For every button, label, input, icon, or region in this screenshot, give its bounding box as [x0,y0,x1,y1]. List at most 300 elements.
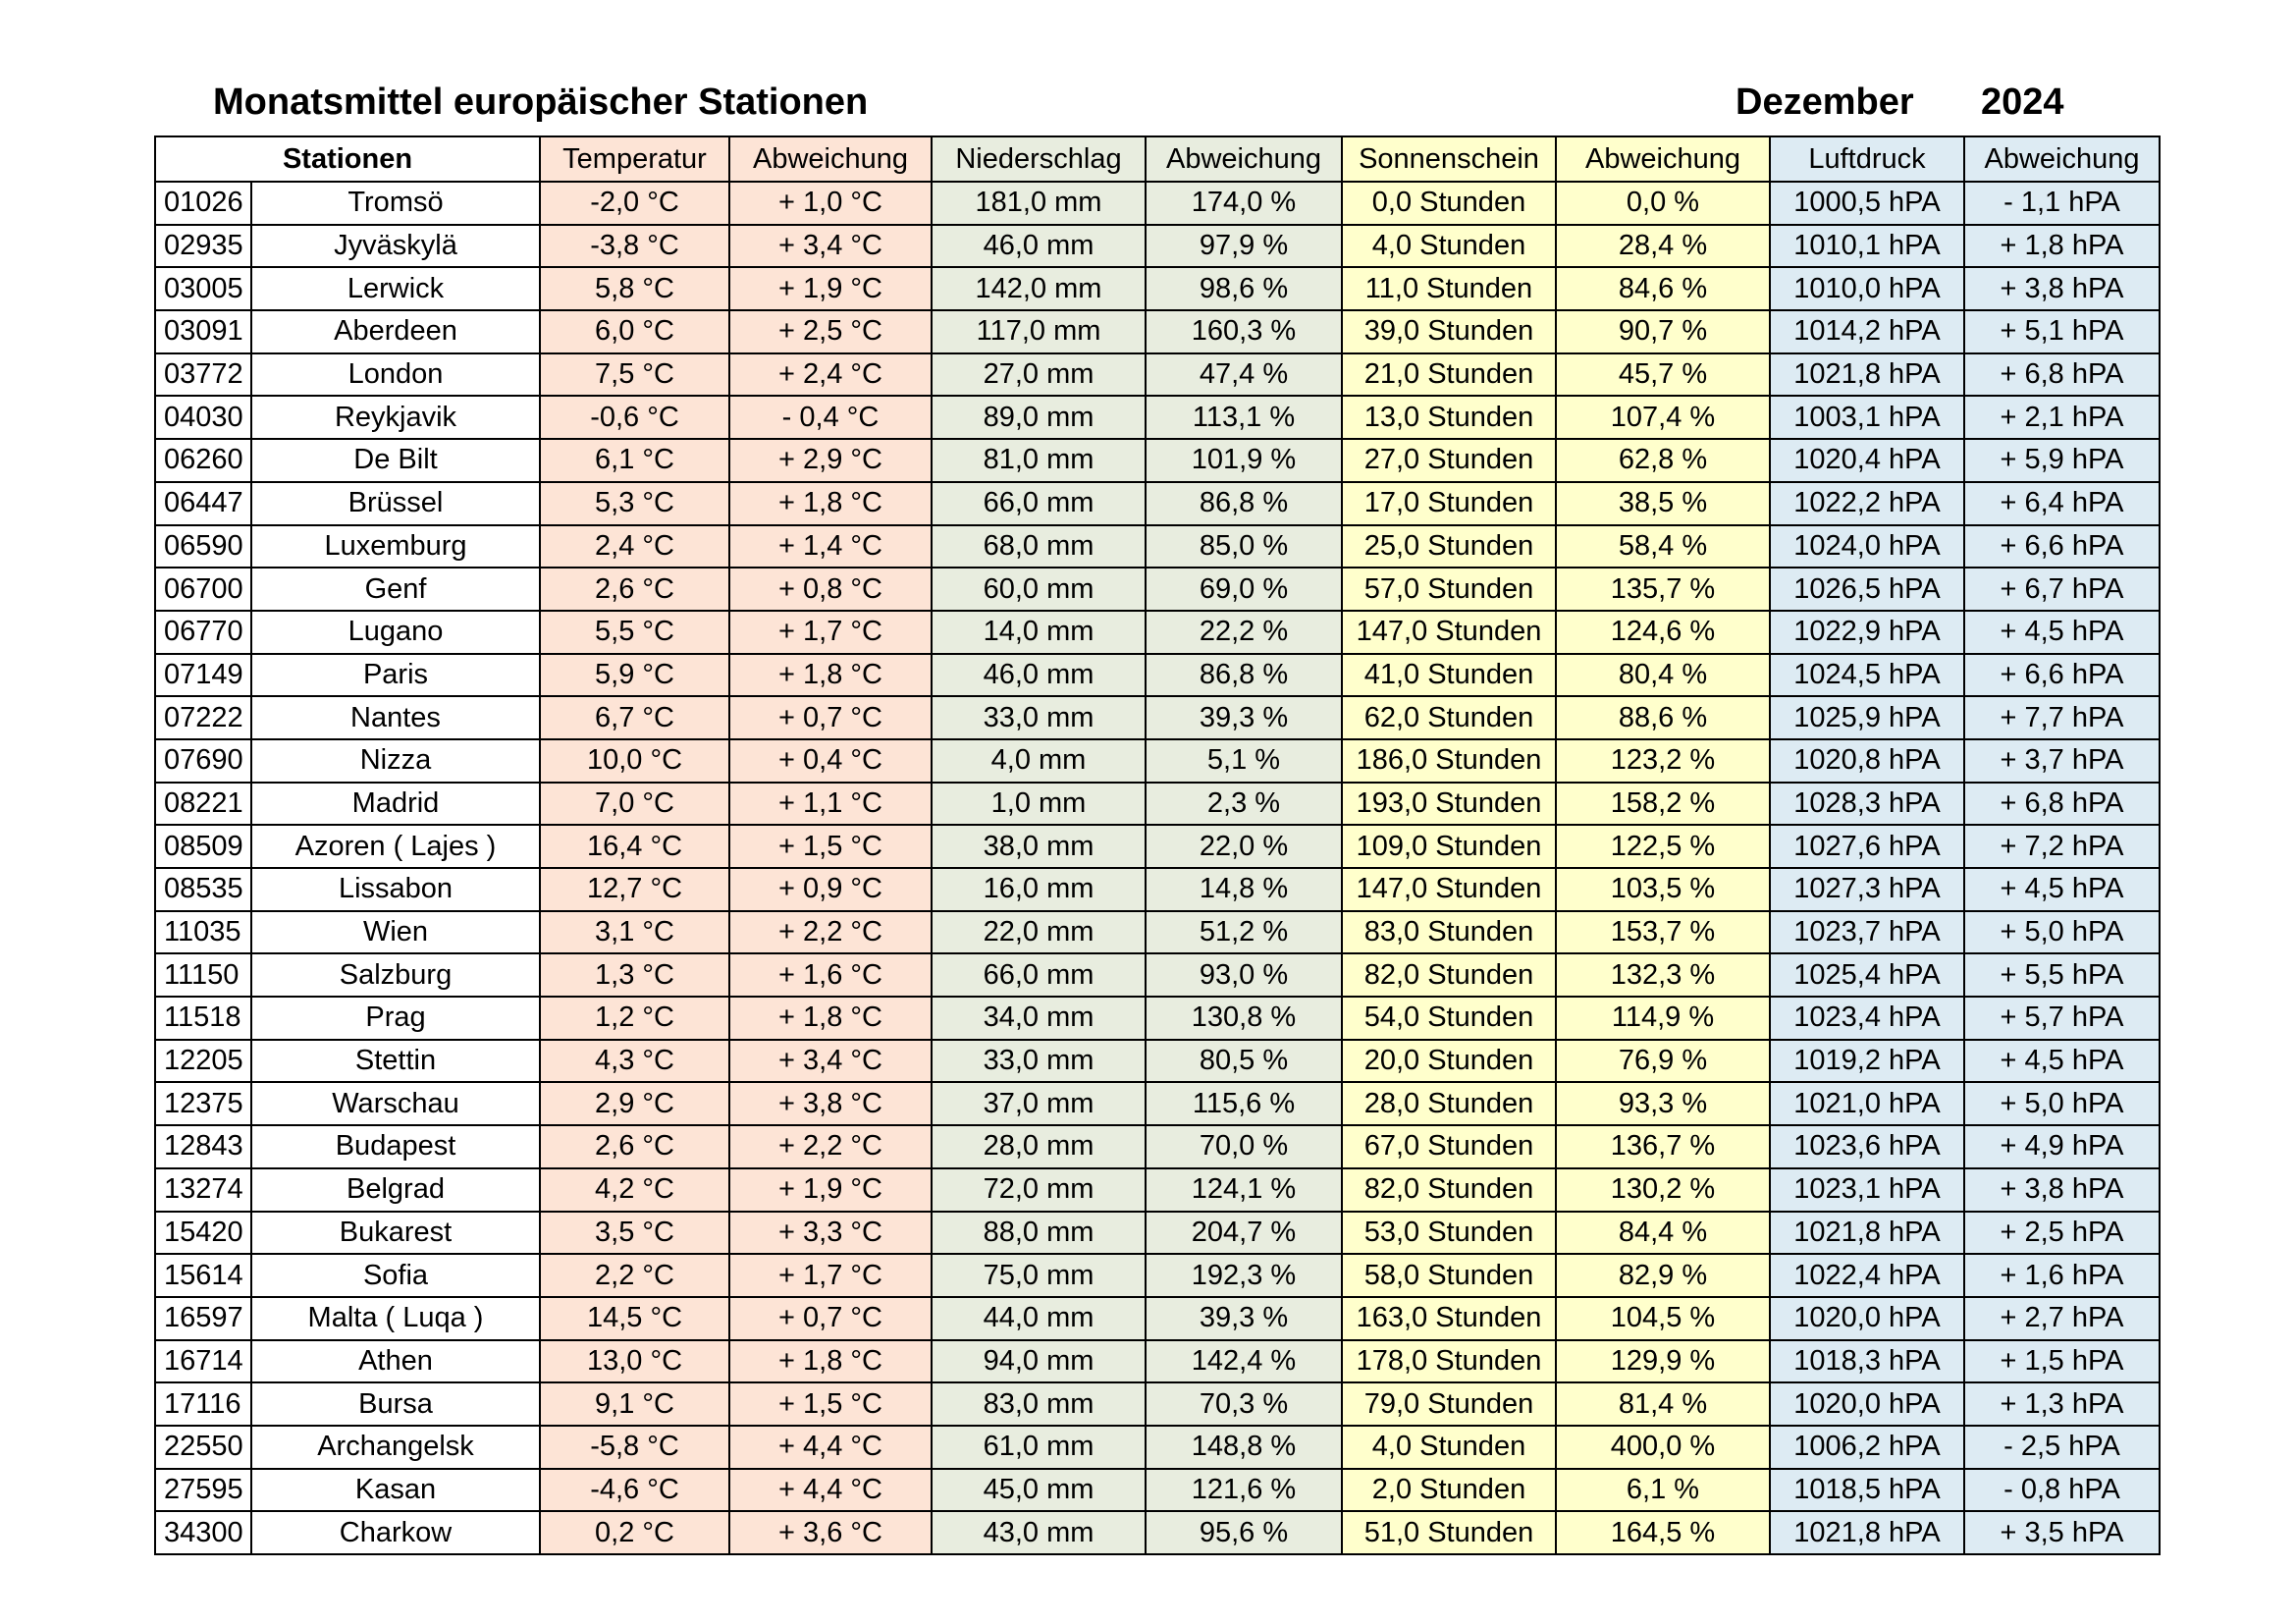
station-name: Warschau [251,1082,540,1125]
pressure-value: 1014,2 hPA [1770,310,1964,353]
precipitation-value: 43,0 mm [932,1511,1146,1554]
temperature-deviation-value: + 3,4 °C [729,225,932,268]
temperature-deviation-value: + 1,7 °C [729,611,932,654]
sunshine-deviation-value: 84,6 % [1556,267,1770,310]
temperature-deviation-value: + 3,3 °C [729,1212,932,1255]
precipitation-deviation-value: 115,6 % [1146,1082,1342,1125]
station-name: Luxemburg [251,525,540,568]
station-id: 17116 [155,1382,251,1426]
sunshine-value: 147,0 Stunden [1342,868,1556,911]
sunshine-value: 67,0 Stunden [1342,1125,1556,1168]
station-id: 03005 [155,267,251,310]
precipitation-value: 33,0 mm [932,696,1146,739]
precipitation-value: 89,0 mm [932,396,1146,439]
sunshine-value: 11,0 Stunden [1342,267,1556,310]
table-row [155,783,2160,826]
pressure-deviation-value: + 7,7 hPA [1964,696,2160,739]
sunshine-deviation-value: 38,5 % [1556,482,1770,525]
precipitation-value: 66,0 mm [932,482,1146,525]
pressure-deviation-value: + 5,1 hPA [1964,310,2160,353]
temperature-value: 4,2 °C [540,1168,729,1212]
precipitation-deviation-value: 148,8 % [1146,1426,1342,1469]
sunshine-deviation-value: 132,3 % [1556,953,1770,997]
sunshine-value: 53,0 Stunden [1342,1212,1556,1255]
temperature-deviation-value: + 0,4 °C [729,739,932,783]
pressure-deviation-value: + 4,5 hPA [1964,868,2160,911]
sunshine-deviation-value: 104,5 % [1556,1297,1770,1340]
station-name: Wien [251,911,540,954]
temperature-value: 1,2 °C [540,997,729,1040]
precipitation-value: 27,0 mm [932,353,1146,397]
temperature-deviation-value: + 1,8 °C [729,482,932,525]
sunshine-deviation-value: 135,7 % [1556,568,1770,611]
precipitation-value: 22,0 mm [932,911,1146,954]
sunshine-deviation-value: 62,8 % [1556,439,1770,482]
pressure-value: 1010,1 hPA [1770,225,1964,268]
precipitation-deviation-value: 70,0 % [1146,1125,1342,1168]
precipitation-deviation-value: 2,3 % [1146,783,1342,826]
table-row [155,1168,2160,1212]
sunshine-deviation-value: 164,5 % [1556,1511,1770,1554]
temperature-value: 5,5 °C [540,611,729,654]
sunshine-value: 39,0 Stunden [1342,310,1556,353]
station-id: 27595 [155,1469,251,1512]
pressure-deviation-value: + 4,5 hPA [1964,1040,2160,1083]
temperature-deviation-value: + 0,8 °C [729,568,932,611]
pressure-value: 1019,2 hPA [1770,1040,1964,1083]
station-id: 16597 [155,1297,251,1340]
precipitation-value: 16,0 mm [932,868,1146,911]
station-name: Madrid [251,783,540,826]
station-id: 11035 [155,911,251,954]
temperature-value: 2,6 °C [540,568,729,611]
table-row [155,182,2160,225]
temperature-value: -0,6 °C [540,396,729,439]
precipitation-value: 142,0 mm [932,267,1146,310]
temperature-deviation-value: + 2,2 °C [729,1125,932,1168]
pressure-value: 1025,9 hPA [1770,696,1964,739]
sunshine-deviation-value: 93,3 % [1556,1082,1770,1125]
temperature-deviation-value: + 1,8 °C [729,1340,932,1383]
precipitation-value: 88,0 mm [932,1212,1146,1255]
station-name: Jyväskylä [251,225,540,268]
station-id: 07149 [155,654,251,697]
station-name: Paris [251,654,540,697]
table-row [155,997,2160,1040]
temperature-value: 7,0 °C [540,783,729,826]
temperature-deviation-value: + 2,5 °C [729,310,932,353]
table-body [155,182,2160,1554]
table-row [155,739,2160,783]
precipitation-deviation-value: 47,4 % [1146,353,1342,397]
pressure-deviation-value: + 6,6 hPA [1964,525,2160,568]
station-id: 08535 [155,868,251,911]
pressure-value: 1024,0 hPA [1770,525,1964,568]
pressure-deviation-value: + 5,0 hPA [1964,911,2160,954]
station-name: Aberdeen [251,310,540,353]
sunshine-value: 58,0 Stunden [1342,1254,1556,1297]
pressure-value: 1020,0 hPA [1770,1297,1964,1340]
precipitation-deviation-value: 14,8 % [1146,868,1342,911]
pressure-value: 1010,0 hPA [1770,267,1964,310]
temperature-value: 3,1 °C [540,911,729,954]
station-name: Kasan [251,1469,540,1512]
station-name: Reykjavik [251,396,540,439]
table-row [155,825,2160,868]
sunshine-value: 0,0 Stunden [1342,182,1556,225]
precipitation-value: 117,0 mm [932,310,1146,353]
station-name: Budapest [251,1125,540,1168]
pressure-deviation-value: + 7,2 hPA [1964,825,2160,868]
temperature-value: 6,7 °C [540,696,729,739]
temperature-deviation-value: + 1,5 °C [729,1382,932,1426]
station-id: 07222 [155,696,251,739]
station-name: Archangelsk [251,1426,540,1469]
temperature-deviation-value: + 4,4 °C [729,1469,932,1512]
sunshine-deviation-value: 123,2 % [1556,739,1770,783]
pressure-value: 1022,4 hPA [1770,1254,1964,1297]
temperature-deviation-value: + 1,5 °C [729,825,932,868]
pressure-value: 1023,7 hPA [1770,911,1964,954]
temperature-value: 2,4 °C [540,525,729,568]
temperature-value: 5,3 °C [540,482,729,525]
temperature-deviation-value: + 0,7 °C [729,1297,932,1340]
table-header-row [155,136,2160,182]
table-row [155,1426,2160,1469]
pressure-value: 1018,3 hPA [1770,1340,1964,1383]
station-id: 11150 [155,953,251,997]
station-id: 15420 [155,1212,251,1255]
table-row [155,1382,2160,1426]
pressure-value: 1027,3 hPA [1770,868,1964,911]
sunshine-deviation-value: 400,0 % [1556,1426,1770,1469]
pressure-deviation-value: + 6,8 hPA [1964,353,2160,397]
header-temperature: Temperatur [540,136,729,182]
sunshine-deviation-value: 158,2 % [1556,783,1770,826]
station-id: 03091 [155,310,251,353]
station-name: Sofia [251,1254,540,1297]
station-id: 06770 [155,611,251,654]
precipitation-value: 72,0 mm [932,1168,1146,1212]
station-name: Genf [251,568,540,611]
pressure-deviation-value: - 2,5 hPA [1964,1426,2160,1469]
precipitation-deviation-value: 86,8 % [1146,654,1342,697]
station-name: Lissabon [251,868,540,911]
sunshine-value: 25,0 Stunden [1342,525,1556,568]
header-stations: Stationen [155,136,540,182]
temperature-value: 1,3 °C [540,953,729,997]
sunshine-deviation-value: 0,0 % [1556,182,1770,225]
pressure-deviation-value: + 3,5 hPA [1964,1511,2160,1554]
station-id: 08509 [155,825,251,868]
temperature-deviation-value: + 1,8 °C [729,654,932,697]
station-name: Athen [251,1340,540,1383]
station-name: Lugano [251,611,540,654]
header-sunshine-deviation: Abweichung [1556,136,1770,182]
sunshine-value: 28,0 Stunden [1342,1082,1556,1125]
pressure-value: 1020,0 hPA [1770,1382,1964,1426]
precipitation-deviation-value: 80,5 % [1146,1040,1342,1083]
temperature-value: -4,6 °C [540,1469,729,1512]
sunshine-deviation-value: 129,9 % [1556,1340,1770,1383]
station-id: 12843 [155,1125,251,1168]
sunshine-value: 178,0 Stunden [1342,1340,1556,1383]
temperature-deviation-value: + 3,4 °C [729,1040,932,1083]
table-row [155,525,2160,568]
station-id: 15614 [155,1254,251,1297]
precipitation-deviation-value: 22,2 % [1146,611,1342,654]
sunshine-value: 163,0 Stunden [1342,1297,1556,1340]
temperature-deviation-value: + 2,4 °C [729,353,932,397]
sunshine-deviation-value: 82,9 % [1556,1254,1770,1297]
temperature-value: 6,0 °C [540,310,729,353]
pressure-value: 1028,3 hPA [1770,783,1964,826]
station-name: Azoren ( Lajes ) [251,825,540,868]
table-row [155,953,2160,997]
table-row [155,1340,2160,1383]
station-name: Salzburg [251,953,540,997]
table-row [155,1040,2160,1083]
station-id: 06260 [155,439,251,482]
precipitation-value: 37,0 mm [932,1082,1146,1125]
precipitation-deviation-value: 174,0 % [1146,182,1342,225]
station-name: Bukarest [251,1212,540,1255]
precipitation-deviation-value: 142,4 % [1146,1340,1342,1383]
table-row [155,482,2160,525]
pressure-value: 1020,4 hPA [1770,439,1964,482]
sunshine-deviation-value: 130,2 % [1556,1168,1770,1212]
table-row [155,868,2160,911]
sunshine-value: 82,0 Stunden [1342,1168,1556,1212]
table-row [155,225,2160,268]
pressure-value: 1022,2 hPA [1770,482,1964,525]
precipitation-deviation-value: 69,0 % [1146,568,1342,611]
pressure-value: 1003,1 hPA [1770,396,1964,439]
temperature-value: 0,2 °C [540,1511,729,1554]
precipitation-value: 14,0 mm [932,611,1146,654]
sunshine-deviation-value: 76,9 % [1556,1040,1770,1083]
temperature-deviation-value: + 1,6 °C [729,953,932,997]
station-name: London [251,353,540,397]
header-precipitation-deviation: Abweichung [1146,136,1342,182]
temperature-value: 2,9 °C [540,1082,729,1125]
sunshine-value: 83,0 Stunden [1342,911,1556,954]
pressure-deviation-value: + 6,4 hPA [1964,482,2160,525]
station-table [154,135,2161,1555]
precipitation-deviation-value: 98,6 % [1146,267,1342,310]
temperature-value: -2,0 °C [540,182,729,225]
precipitation-value: 83,0 mm [932,1382,1146,1426]
temperature-value: 6,1 °C [540,439,729,482]
temperature-deviation-value: + 0,7 °C [729,696,932,739]
temperature-deviation-value: + 1,1 °C [729,783,932,826]
temperature-deviation-value: + 1,4 °C [729,525,932,568]
sunshine-deviation-value: 80,4 % [1556,654,1770,697]
station-id: 34300 [155,1511,251,1554]
station-name: Prag [251,997,540,1040]
precipitation-deviation-value: 204,7 % [1146,1212,1342,1255]
precipitation-value: 60,0 mm [932,568,1146,611]
pressure-deviation-value: - 1,1 hPA [1964,182,2160,225]
table-row [155,1469,2160,1512]
precipitation-deviation-value: 97,9 % [1146,225,1342,268]
precipitation-value: 46,0 mm [932,654,1146,697]
pressure-value: 1024,5 hPA [1770,654,1964,697]
temperature-value: 13,0 °C [540,1340,729,1383]
sunshine-value: 21,0 Stunden [1342,353,1556,397]
station-name: Nantes [251,696,540,739]
temperature-deviation-value: + 1,9 °C [729,1168,932,1212]
precipitation-value: 68,0 mm [932,525,1146,568]
temperature-deviation-value: - 0,4 °C [729,396,932,439]
temperature-value: 10,0 °C [540,739,729,783]
precipitation-value: 34,0 mm [932,997,1146,1040]
precipitation-value: 61,0 mm [932,1426,1146,1469]
station-id: 06447 [155,482,251,525]
pressure-deviation-value: + 5,0 hPA [1964,1082,2160,1125]
precipitation-value: 75,0 mm [932,1254,1146,1297]
station-name: Brüssel [251,482,540,525]
pressure-value: 1022,9 hPA [1770,611,1964,654]
pressure-value: 1020,8 hPA [1770,739,1964,783]
temperature-value: 5,8 °C [540,267,729,310]
station-id: 03772 [155,353,251,397]
pressure-deviation-value: + 4,9 hPA [1964,1125,2160,1168]
pressure-deviation-value: - 0,8 hPA [1964,1469,2160,1512]
page-title: Monatsmittel europäischer Stationen [213,81,869,123]
sunshine-value: 4,0 Stunden [1342,1426,1556,1469]
header-temperature-deviation: Abweichung [729,136,932,182]
temperature-value: 12,7 °C [540,868,729,911]
sunshine-value: 57,0 Stunden [1342,568,1556,611]
precipitation-value: 28,0 mm [932,1125,1146,1168]
sunshine-value: 54,0 Stunden [1342,997,1556,1040]
temperature-deviation-value: + 2,2 °C [729,911,932,954]
station-name: Stettin [251,1040,540,1083]
temperature-deviation-value: + 1,0 °C [729,182,932,225]
table-row [155,1125,2160,1168]
precipitation-deviation-value: 85,0 % [1146,525,1342,568]
precipitation-deviation-value: 70,3 % [1146,1382,1342,1426]
precipitation-value: 38,0 mm [932,825,1146,868]
table-row [155,353,2160,397]
header-sunshine: Sonnenschein [1342,136,1556,182]
sunshine-value: 79,0 Stunden [1342,1382,1556,1426]
pressure-deviation-value: + 1,5 hPA [1964,1340,2160,1383]
station-id: 12205 [155,1040,251,1083]
temperature-value: 16,4 °C [540,825,729,868]
sunshine-deviation-value: 6,1 % [1556,1469,1770,1512]
header-pressure-deviation: Abweichung [1964,136,2160,182]
pressure-value: 1027,6 hPA [1770,825,1964,868]
sunshine-deviation-value: 107,4 % [1556,396,1770,439]
sunshine-value: 109,0 Stunden [1342,825,1556,868]
temperature-deviation-value: + 3,8 °C [729,1082,932,1125]
station-id: 01026 [155,182,251,225]
station-id: 16714 [155,1340,251,1383]
table-row [155,267,2160,310]
precipitation-deviation-value: 160,3 % [1146,310,1342,353]
station-name: Malta ( Luqa ) [251,1297,540,1340]
station-id: 07690 [155,739,251,783]
sunshine-deviation-value: 88,6 % [1556,696,1770,739]
pressure-value: 1026,5 hPA [1770,568,1964,611]
pressure-deviation-value: + 3,8 hPA [1964,267,2160,310]
sunshine-value: 4,0 Stunden [1342,225,1556,268]
precipitation-value: 44,0 mm [932,1297,1146,1340]
pressure-value: 1021,8 hPA [1770,1511,1964,1554]
pressure-deviation-value: + 1,3 hPA [1964,1382,2160,1426]
sunshine-deviation-value: 28,4 % [1556,225,1770,268]
station-id: 22550 [155,1426,251,1469]
table-row [155,1082,2160,1125]
precipitation-value: 45,0 mm [932,1469,1146,1512]
temperature-value: 5,9 °C [540,654,729,697]
sunshine-deviation-value: 114,9 % [1556,997,1770,1040]
sunshine-value: 186,0 Stunden [1342,739,1556,783]
table-row [155,1254,2160,1297]
pressure-deviation-value: + 3,7 hPA [1964,739,2160,783]
pressure-deviation-value: + 5,9 hPA [1964,439,2160,482]
pressure-deviation-value: + 6,8 hPA [1964,783,2160,826]
pressure-value: 1018,5 hPA [1770,1469,1964,1512]
precipitation-deviation-value: 39,3 % [1146,696,1342,739]
sunshine-value: 82,0 Stunden [1342,953,1556,997]
year-label: 2024 [1981,81,2064,123]
sunshine-value: 2,0 Stunden [1342,1469,1556,1512]
table-row [155,310,2160,353]
sunshine-deviation-value: 84,4 % [1556,1212,1770,1255]
sunshine-value: 41,0 Stunden [1342,654,1556,697]
station-name: Tromsö [251,182,540,225]
temperature-value: 2,6 °C [540,1125,729,1168]
sunshine-deviation-value: 45,7 % [1556,353,1770,397]
sunshine-value: 147,0 Stunden [1342,611,1556,654]
temperature-value: 7,5 °C [540,353,729,397]
station-id: 02935 [155,225,251,268]
header-precipitation: Niederschlag [932,136,1146,182]
temperature-value: 14,5 °C [540,1297,729,1340]
pressure-value: 1021,8 hPA [1770,1212,1964,1255]
precipitation-value: 66,0 mm [932,953,1146,997]
table-row [155,396,2160,439]
precipitation-deviation-value: 130,8 % [1146,997,1342,1040]
pressure-deviation-value: + 3,8 hPA [1964,1168,2160,1212]
pressure-value: 1021,0 hPA [1770,1082,1964,1125]
sunshine-deviation-value: 124,6 % [1556,611,1770,654]
precipitation-deviation-value: 39,3 % [1146,1297,1342,1340]
precipitation-value: 181,0 mm [932,182,1146,225]
temperature-deviation-value: + 1,9 °C [729,267,932,310]
pressure-deviation-value: + 6,6 hPA [1964,654,2160,697]
sunshine-value: 62,0 Stunden [1342,696,1556,739]
pressure-value: 1023,1 hPA [1770,1168,1964,1212]
temperature-value: -3,8 °C [540,225,729,268]
sunshine-deviation-value: 81,4 % [1556,1382,1770,1426]
precipitation-value: 94,0 mm [932,1340,1146,1383]
temperature-deviation-value: + 3,6 °C [729,1511,932,1554]
precipitation-deviation-value: 124,1 % [1146,1168,1342,1212]
sunshine-deviation-value: 153,7 % [1556,911,1770,954]
precipitation-value: 46,0 mm [932,225,1146,268]
precipitation-deviation-value: 51,2 % [1146,911,1342,954]
precipitation-deviation-value: 95,6 % [1146,1511,1342,1554]
station-id: 12375 [155,1082,251,1125]
precipitation-value: 33,0 mm [932,1040,1146,1083]
station-name: Charkow [251,1511,540,1554]
station-name: Nizza [251,739,540,783]
precipitation-deviation-value: 192,3 % [1146,1254,1342,1297]
